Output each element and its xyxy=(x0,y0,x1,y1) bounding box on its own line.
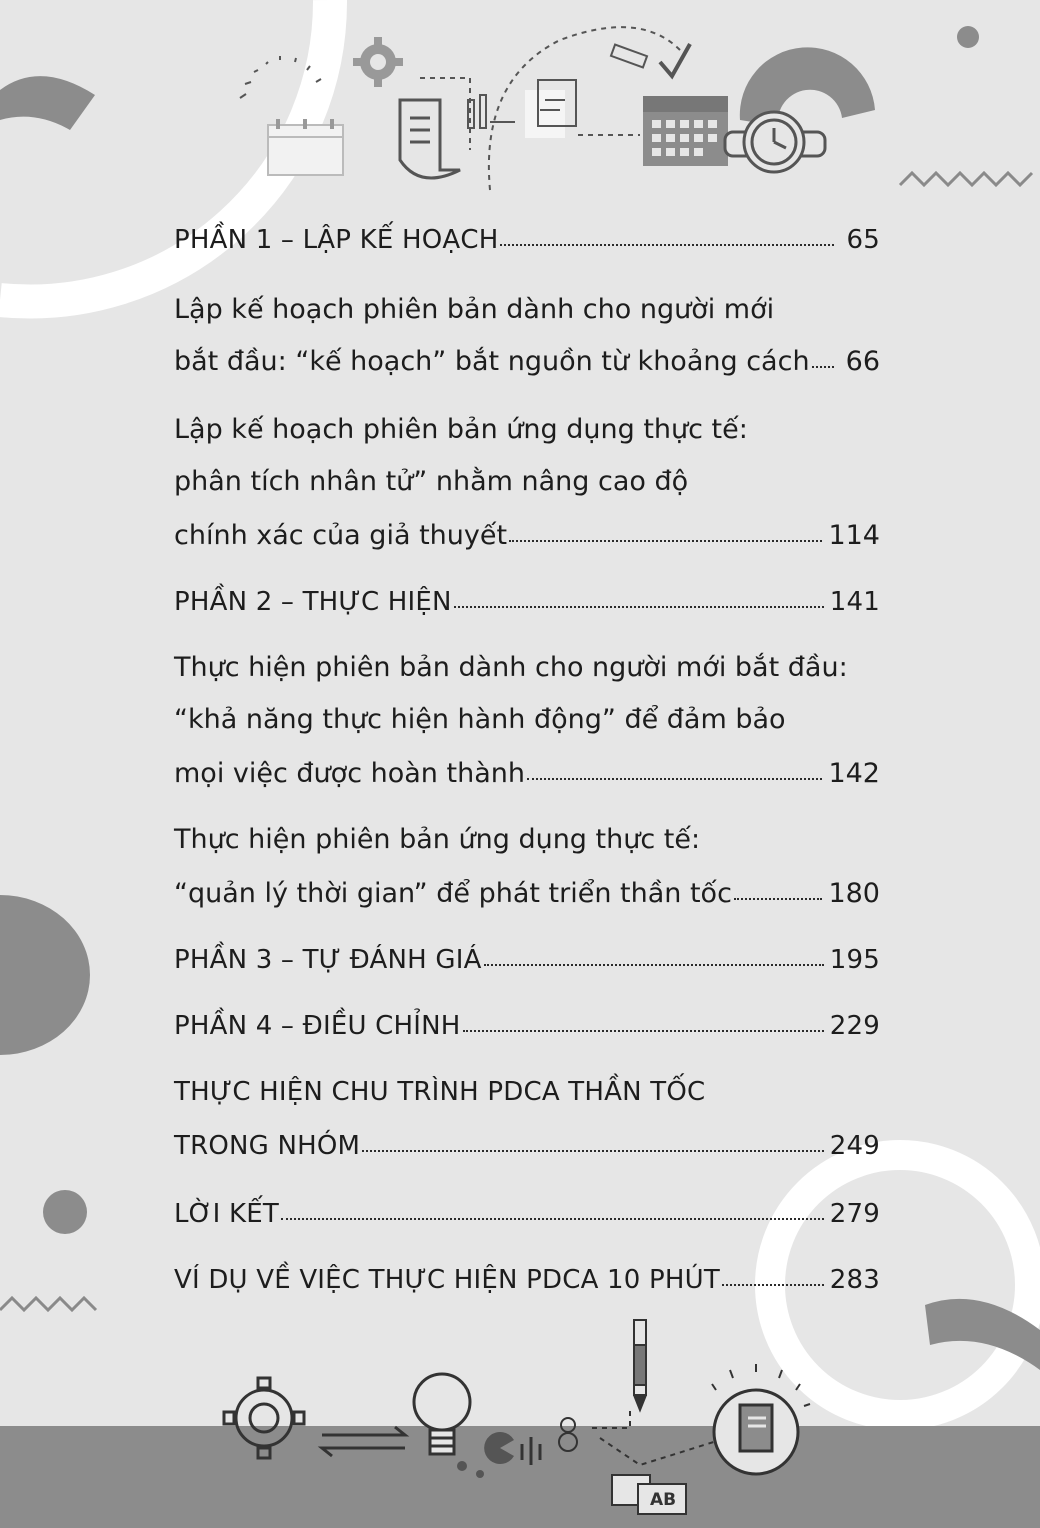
bottom-band xyxy=(0,1426,1040,1528)
toc-line-text: PHẦN 4 – ĐIỀU CHỈNH xyxy=(174,1011,461,1041)
toc-line-text: THỰC HIỆN CHU TRÌNH PDCA THẦN TỐC xyxy=(174,1077,706,1107)
toc-line xyxy=(174,1006,880,1046)
toc-line-text: mọi việc được hoàn thành xyxy=(174,758,525,789)
toc-line xyxy=(174,1072,880,1112)
grey-half-circle-left xyxy=(0,895,90,1055)
toc-line xyxy=(174,582,880,622)
toc-line-text: bắt đầu: “kế hoạch” bắt nguồn từ khoảng cách xyxy=(174,346,810,377)
toc-line-text: Thực hiện phiên bản dành cho người mới bắt đầu: xyxy=(174,652,848,683)
toc-line-text: “quản lý thời gian” để phát triển thần tốc xyxy=(174,878,732,909)
page-number: 142 xyxy=(828,758,880,789)
dot-leader xyxy=(484,940,824,966)
toc-line xyxy=(174,462,880,502)
calendar-icon-large xyxy=(643,96,728,166)
grey-dot-left xyxy=(43,1190,87,1234)
toc-line xyxy=(174,700,880,740)
toc-line xyxy=(174,410,880,450)
toc-line xyxy=(174,754,880,794)
dot-leader xyxy=(454,582,824,608)
small-dot-top-right xyxy=(957,26,979,48)
dot-leader xyxy=(463,1006,824,1032)
paper-icon xyxy=(525,80,576,138)
pen-icon-bottom xyxy=(634,1320,646,1410)
toc-line-text: LỜI KẾT xyxy=(174,1199,279,1229)
toc-line xyxy=(174,1126,880,1166)
toc-line xyxy=(174,820,880,860)
toc-line xyxy=(174,342,880,382)
dot-leader xyxy=(281,1194,824,1220)
notebook-icon xyxy=(714,1390,798,1474)
dot-leader xyxy=(509,516,822,542)
page-number: 180 xyxy=(828,878,880,909)
toc-line xyxy=(174,290,880,330)
toc-line-text: Lập kế hoạch phiên bản dành cho người mới xyxy=(174,294,775,325)
gear-icon-top xyxy=(353,37,403,87)
calendar-icon-faint xyxy=(268,119,343,175)
toc-line xyxy=(174,648,880,688)
toc-line-text: PHẦN 2 – THỰC HIỆN xyxy=(174,587,452,617)
dot-leader xyxy=(734,874,823,900)
toc-line-text: TRONG NHÓM xyxy=(174,1131,361,1161)
page-number: 141 xyxy=(829,587,880,617)
dot-leader xyxy=(527,754,822,780)
page-number: 65 xyxy=(846,225,880,255)
ab-label-box: AB xyxy=(649,1490,677,1510)
toc-line-text: Lập kế hoạch phiên bản ứng dụng thực tế: xyxy=(174,414,748,445)
toc-line-text: “khả năng thực hiện hành động” để đảm bảo xyxy=(174,704,786,735)
toc-line-text: VÍ DỤ VỀ VIỆC THỰC HIỆN PDCA 10 PHÚT xyxy=(174,1265,720,1295)
page-number: 283 xyxy=(829,1265,880,1295)
toc-line-text: PHẦN 3 – TỰ ĐÁNH GIÁ xyxy=(174,945,482,975)
page-number: 66 xyxy=(845,346,880,377)
toc-line xyxy=(174,874,880,914)
checkmark-icon xyxy=(660,44,690,76)
toc-line xyxy=(174,940,880,980)
page-number: 195 xyxy=(829,945,880,975)
toc-line-text: Thực hiện phiên bản ứng dụng thực tế: xyxy=(174,824,701,855)
page-number: 249 xyxy=(829,1131,880,1161)
watch-icon xyxy=(725,112,825,172)
toc-line-text: PHẦN 1 – LẬP KẾ HOẠCH xyxy=(174,225,499,255)
toc-line xyxy=(174,1260,880,1300)
page-number: 229 xyxy=(829,1011,880,1041)
zigzag-left xyxy=(0,1298,96,1310)
document-scroll-icon xyxy=(400,100,460,178)
page-number: 279 xyxy=(829,1199,880,1229)
pencils-icon xyxy=(468,95,515,128)
dot-leader xyxy=(722,1260,824,1286)
dot-leader xyxy=(812,342,834,368)
zigzag-top-right xyxy=(900,173,1032,185)
dot-leader xyxy=(362,1126,824,1152)
pencil-icon-top xyxy=(611,45,647,68)
dot-leader xyxy=(500,220,834,246)
toc-line xyxy=(174,220,880,260)
grey-crescent-top-left xyxy=(0,76,95,130)
toc-line xyxy=(174,516,880,556)
toc-line-text: chính xác của giả thuyết xyxy=(174,520,508,551)
page-number: 114 xyxy=(828,520,880,551)
toc-line-text: phân tích nhân tử” nhằm nâng cao độ xyxy=(174,466,689,497)
toc-line xyxy=(174,1194,880,1234)
